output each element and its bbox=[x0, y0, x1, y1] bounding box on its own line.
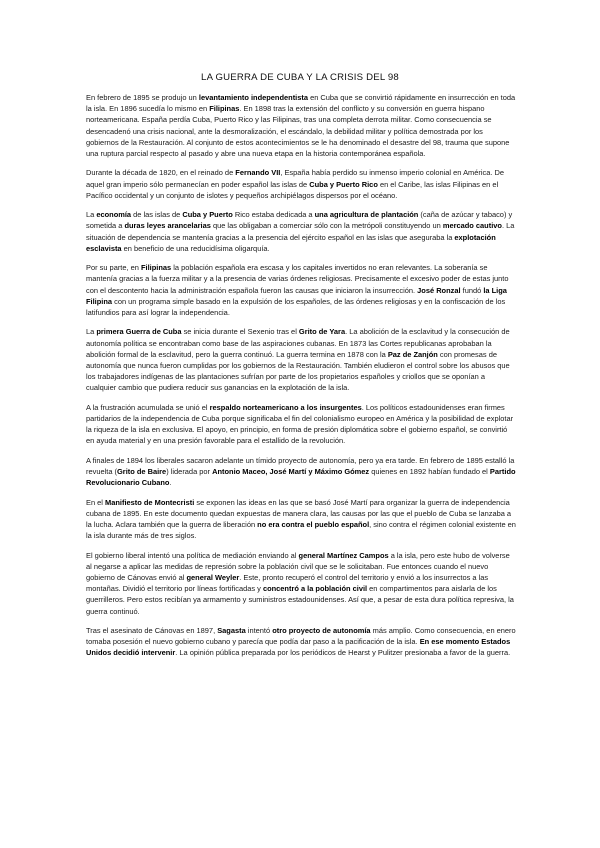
bold-text: Filipinas bbox=[141, 263, 172, 273]
text-run: a la isla, pero este hubo de volverse al negarse a aplicar las medidas de represión sobre la población civil que se le solicitaban. Fue entonces cuando el nuevo gobierno de Cánovas envió al bbox=[86, 550, 510, 583]
bold-text: Filipinas bbox=[209, 104, 240, 114]
bold-text: no era contra el pueblo español bbox=[257, 520, 370, 530]
text-run: A finales de 1894 los liberales sacaron adelante un tímido proyecto de autonomía, pero ya era tarde. En febrero de 1895 estalló la revuelta ( bbox=[86, 455, 515, 477]
bold-text: la Liga Filipina bbox=[86, 285, 507, 306]
text-run: más amplio. Como consecuencia, en enero tomaba posesión el nuevo gobierno cubano y parecía que podía dar paso a la pacificación de la isla. bbox=[86, 626, 516, 647]
text-run: intentó bbox=[245, 626, 273, 636]
bold-text: mercado cautivo bbox=[442, 221, 502, 231]
text-run: fundó bbox=[460, 285, 484, 295]
text-run: de las islas de bbox=[131, 210, 183, 220]
text-run: La bbox=[86, 327, 97, 337]
bold-text: Fernando VII bbox=[235, 168, 281, 178]
text-run: ) liderada por bbox=[166, 467, 213, 477]
bold-text: economía bbox=[96, 210, 132, 220]
bold-text: Grito de Baire bbox=[117, 467, 167, 477]
text-run: En el bbox=[86, 497, 106, 507]
bold-text: levantamiento independentista bbox=[198, 93, 308, 102]
text-run: . bbox=[169, 478, 172, 488]
text-run: (caña de azúcar y tabaco) y sometida a bbox=[86, 210, 513, 231]
bold-text: Paz de Zanjón bbox=[387, 349, 438, 359]
bold-text: primera Guerra de Cuba bbox=[96, 327, 182, 337]
text-run: se inicia durante el Sexenio tras el bbox=[181, 327, 299, 337]
paragraph bbox=[86, 550, 517, 617]
text-run: . La opinión pública preparada por los periódicos de Hearst y Pulitzer presionaba a favor de la guerra. bbox=[175, 648, 511, 658]
bold-text: concentró a la población civil bbox=[262, 584, 368, 594]
document-title: LA GUERRA DE CUBA Y LA CRISIS DEL 98 bbox=[201, 72, 399, 83]
text-run: . La situación de dependencia se mantenía gracias a la presencia del ejército español en las islas que aseguraba la bbox=[86, 221, 515, 242]
paragraph bbox=[86, 455, 517, 489]
text-run: . Este, pronto recuperó el control del territorio y envió a los insurrectos a las montañas. Dividió el territorio por líneas fortificadas y bbox=[86, 573, 489, 594]
text-run: Tras el asesinato de Cánovas en 1897, bbox=[86, 626, 218, 636]
bold-text: En ese momento Estados Unidos decidió intervenir bbox=[86, 637, 511, 658]
bold-text: explotación esclavista bbox=[86, 232, 496, 253]
text-run: Durante la década de 1820, en el reinado de bbox=[86, 168, 236, 178]
document-body bbox=[86, 92, 517, 667]
text-run: con un programa simple basado en la expulsión de los españoles, de las órdenes religiosas y en la confiscación de los latifundios para así lograr la independencia. bbox=[86, 296, 506, 318]
paragraph bbox=[86, 209, 517, 254]
bold-text: respaldo norteamericano a los insurgentes bbox=[209, 402, 362, 412]
text-run: . En 1898 tras la extensión del conflicto y su conversión en guerra hispano norteamericana. España perdía Cuba, Puerto Rico y las Filipinas, tras una completa derrota militar. Como consecuencia se desencadenó una crisis nacional, ante la desmoralización, el escándalo, la debilidad militar y política demostrada por los gobiernos de la Restauración. Al conjunto de estos acontecimientos se le ha denominado el desastre del 98, trauma que supone una ruptura parcial respecto al pasado y abre una nueva etapa en la historia contemporánea española. bbox=[86, 104, 510, 159]
text-run: se exponen las ideas en las que se basó José Martí para organizar la guerra de independencia cubana de 1895. En este documento quedan expuestas de manera clara, las causas por las que el pueblo de Cuba se lanzaba a la lucha. Aclara también que la guerra de liberación bbox=[86, 497, 512, 530]
bold-text: Cuba y Puerto bbox=[182, 210, 233, 220]
bold-text: general Martínez Campos bbox=[298, 550, 389, 560]
text-run: , España había perdido su inmenso imperio colonial en América. De aquel gran imperio sólo permanecían en poder español las islas de bbox=[86, 168, 504, 189]
text-run: quienes en 1892 habían fundado el bbox=[369, 467, 490, 477]
paragraph bbox=[86, 625, 517, 659]
bold-text: general Weyler bbox=[186, 573, 240, 583]
bold-text: Partido Revolucionario Cubano bbox=[86, 467, 516, 488]
text-run: con promesas de autonomía que nunca fueron cumplidas por los gobiernos de la Restauración. También eludieron el control sobre los abusos que los trabajadores indígenas de las plantaciones sufrían por parte de los propietarios españoles y criollos que se oponían a cualquier cambio que pudiera reducir sus ganancias en la explotación de la isla. bbox=[86, 349, 510, 393]
paragraph bbox=[86, 326, 517, 393]
text-run: El gobierno liberal intentó una política de mediación enviando al bbox=[86, 550, 299, 560]
text-run: . Los políticos estadounidenses eran firmes partidarios de la independencia de Cuba porque significaba el fin del colonialismo europeo en América y la posibilidad de explotar la riqueza de la isla en exclusiva. El apoyo, en principio, en forma de presión diplomática sobre el gobierno español, se convirtió en ayuda material y en una presión favorable para el estallido de la revolución. bbox=[86, 402, 514, 446]
paragraph bbox=[86, 167, 517, 201]
text-run: la población española era escasa y los capitales invertidos no eran relevantes. La soberanía se mantenía gracias a la fuerza militar y a la presencia de varias órdenes religiosas. Precisamente el excesivo poder de estas junto con el descontento hacia la administración española fueron las causas que iniciaron la insurrección. bbox=[86, 263, 509, 295]
text-run: . La abolición de la esclavitud y la consecución de autonomía política se encontraban como base de las aspiraciones cubanas. En 1873 las Cortes republicanas aprobaban la abolición formal de la esclavitud, pero la guerra continuó. La guerra termina en 1878 con la bbox=[86, 327, 510, 359]
bold-text: José Ronzal bbox=[417, 285, 461, 295]
bold-text: duras leyes arancelarias bbox=[124, 221, 211, 231]
bold-text: Cuba y Puerto Rico bbox=[309, 179, 378, 189]
text-run: en Cuba que se convirtió rápidamente en insurrección en toda la isla. En 1896 sucedía lo mismo en bbox=[86, 93, 516, 114]
text-run: que las obligaban a comerciar sólo con la metrópoli constituyendo un bbox=[210, 221, 443, 231]
bold-text: una agricultura de plantación bbox=[314, 210, 419, 220]
paragraph bbox=[86, 92, 517, 159]
text-run: A la frustración acumulada se unió el bbox=[86, 402, 210, 412]
text-run: en beneficio de una reducidísima oligarquía. bbox=[121, 243, 270, 253]
text-run: En febrero de 1895 se produjo un bbox=[86, 93, 199, 102]
text-run: en compartimentos para aislarla de los guerrilleros. Pero estos recibían ya armamento y suministros estadounidenses. Así que, a pesar de esta dura política represiva, la guerra continuó. bbox=[86, 584, 514, 616]
paragraph bbox=[86, 497, 517, 542]
paragraph bbox=[86, 262, 517, 318]
text-run: en el Caribe, las islas Filipinas en el Pacífico occidental y un conjunto de islotes y pequeños archipiélagos dispersos por el océano. bbox=[86, 179, 499, 200]
bold-text: otro proyecto de autonomía bbox=[272, 626, 371, 636]
bold-text: Sagasta bbox=[217, 626, 246, 636]
bold-text: Manifiesto de Montecristi bbox=[105, 497, 195, 507]
text-run: La bbox=[86, 210, 97, 220]
bold-text: Antonio Maceo, José Martí y Máximo Gómez bbox=[212, 467, 370, 477]
text-run: Rico estaba dedicada a bbox=[232, 210, 315, 220]
text-run: , sino contra el régimen colonial existente en la isla durante más de tres siglos. bbox=[86, 520, 516, 541]
bold-text: Grito de Yara bbox=[298, 327, 346, 337]
text-run: Por su parte, en bbox=[86, 263, 141, 273]
paragraph bbox=[86, 402, 517, 447]
